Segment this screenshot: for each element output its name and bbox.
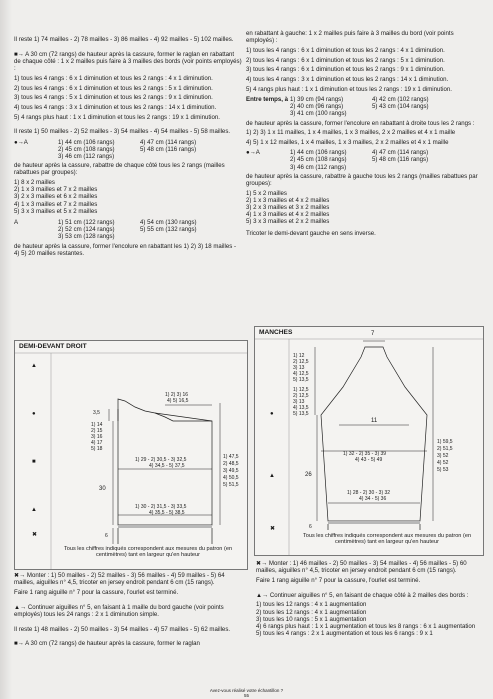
size-value: 1) 44 cm (106 rangs) — [58, 138, 115, 146]
paragraph: 4) 5) 1 x 12 mailles, 1 x 4 mailles, 1 x 3 mailles, 2 x 2 mailles et 4 x 1 maille — [246, 138, 449, 146]
footer-note: Avez-vous réalisé votre échantillon ? — [209, 688, 284, 693]
list-item: 5) 3 x 3 mailles et 5 x 2 mailles — [14, 207, 98, 215]
list-item: 1) 8 x 2 mailles — [14, 179, 55, 187]
dim-label: 3) 13 — [293, 399, 305, 405]
left-column — [14, 36, 242, 260]
dim-label: 5) 53 — [437, 467, 449, 473]
size-value: 4) 47 cm (114 rangs) — [140, 138, 197, 146]
list-item: 2) 1 x 3 mailles et 7 x 2 mailles — [14, 186, 98, 194]
size-value: 1) 51 cm (122 rangs) — [58, 219, 115, 227]
size-value: 3) 46 cm (112 rangs) — [290, 163, 347, 171]
paragraph: Faire 1 rang aiguille n° 7 pour la cassure, l'ourlet est terminé. — [14, 588, 179, 596]
hem-fold — [118, 525, 212, 528]
size-value: 5) 48 cm (116 rangs) — [372, 156, 429, 164]
dim-label: 2) 51,5 — [437, 446, 453, 452]
dim-label: 11 — [371, 418, 378, 424]
dim-label: 3) 52 — [437, 453, 449, 459]
list-item: 2) tous les 12 rangs : 4 x 1 augmentation — [256, 608, 367, 616]
triangle-marker-icon: ▲ — [31, 507, 37, 513]
dim-label: 3) 13 — [293, 365, 305, 371]
dim-label: 1) 32 - 2) 35 - 3) 39 — [343, 451, 387, 457]
dim-label: 1) 2) 3) 16 — [165, 392, 189, 398]
paragraph: ▲→ Continuer aiguilles n° 5, en faisant à 1 maille du bord gauche (voir points employés) tous les 24 rangs : 2 x 1 diminution simple. — [14, 603, 224, 618]
size-value: 4) 42 cm (102 rangs) — [372, 95, 429, 103]
cross-marker-icon: ✖ — [32, 532, 38, 538]
list-item: 2) 1 x 3 mailles et 4 x 2 mailles — [246, 196, 330, 204]
list-item: 1) tous les 12 rangs : 4 x 1 augmentation — [256, 601, 367, 609]
paragraph: en rabattant à gauche: 1 x 2 mailles puis faire à 3 mailles du bord (voir points employés) : — [246, 30, 454, 45]
paragraph: 5) 4 rangs plus haut : 1 x 1 diminution et tous les 2 rangs : 19 x 1 diminution. — [246, 85, 452, 93]
list-item: 4) 1 x 3 mailles et 4 x 2 mailles — [246, 211, 330, 219]
paragraph: ■→ A 30 cm (72 rangs) de hauteur après la cassure, former le raglan en rabattant de chaque côté : 1 x 2 mailles puis faire à 3 mailles des bords (voir points employés) : — [14, 50, 242, 73]
size-value: 5) 48 cm (116 rangs) — [140, 145, 197, 153]
size-value: 5) 55 cm (132 rangs) — [140, 226, 197, 234]
paragraph: 1) tous les 4 rangs : 6 x 1 diminution et tous les 2 rangs : 4 x 1 diminution. — [246, 46, 445, 54]
list-item: 1) 5 x 2 mailles — [246, 189, 287, 197]
dim-label: 3,5 — [93, 410, 100, 416]
dim-label: 3) 49,5 — [223, 468, 239, 474]
paragraph: de hauteur après la cassure, former l'encolure en rabattant les 1) 2) 3) 18 mailles - 4) 5) 20 mailles restantes. — [14, 242, 237, 257]
decrease-list — [14, 179, 242, 215]
size-value: 1) 44 cm (106 rangs) — [290, 149, 347, 157]
size-symbol: Entre temps, à — [246, 95, 288, 103]
triangle-marker-icon: ▲ — [31, 363, 37, 369]
size-table — [14, 139, 242, 161]
dim-label: 4) 34,5 - 5) 37,5 — [149, 463, 185, 469]
square-marker-icon: ■ — [32, 459, 36, 465]
size-value: 4) 54 cm (130 rangs) — [140, 219, 197, 227]
paragraph: 1) tous les 4 rangs : 6 x 1 diminution et tous les 2 rangs : 4 x 1 diminution. — [14, 74, 213, 82]
sleeve-diagram — [254, 326, 484, 556]
dim-label: 4) 17 — [91, 440, 103, 446]
page-number: 55 — [243, 693, 249, 698]
dim-label: 4) 5) 16,5 — [167, 398, 189, 404]
size-value: 2) 45 cm (108 rangs) — [58, 145, 115, 153]
size-table — [246, 96, 478, 118]
diagram-caption: Tous les chiffres indiqués correspondent aux mesures du patron (en centimètres) tant en largeur qu'en hauteur — [63, 546, 233, 559]
diagram-title: DEMI-DEVANT DROIT — [19, 343, 87, 350]
paragraph: 2) tous les 4 rangs : 6 x 1 diminution et tous les 2 rangs : 5 x 1 diminution. — [14, 84, 213, 92]
increase-list — [256, 601, 482, 637]
dim-label: 4) 34 - 5) 36 — [359, 496, 387, 502]
dim-label: 4) 50,5 — [223, 475, 239, 481]
paragraph: Il reste 1) 50 mailles - 2) 52 mailles - 3) 54 mailles - 4) 54 mailles - 5) 58 mailles. — [14, 128, 231, 136]
dim-label: 4) 35,5 - 5) 38,5 — [149, 510, 185, 516]
dim-label: 5) 18 — [91, 446, 103, 452]
paragraph: Il reste 1) 74 mailles - 2) 78 mailles - 3) 86 mailles - 4) 92 mailles - 5) 102 mailles. — [14, 36, 234, 43]
list-item: 3) 2 x 3 mailles et 3 x 2 mailles — [246, 204, 330, 212]
size-symbol: A — [14, 219, 19, 227]
dim-label: 4) 13,5 — [293, 405, 309, 411]
size-symbol: ●→A — [14, 138, 28, 146]
page-footer — [0, 688, 493, 698]
cross-marker-icon: ✖ — [270, 526, 276, 532]
size-value: 1) 39 cm (94 rangs) — [290, 95, 344, 103]
dim-label: 26 — [305, 472, 312, 478]
paragraph: 5) 4 rangs plus haut : 1 x 1 diminution et tous les 2 rangs : 19 x 1 diminution. — [14, 113, 220, 121]
dim-label: 1) 12,5 — [293, 387, 309, 393]
circle-marker-icon: ● — [32, 411, 36, 417]
paragraph: de hauteur après la cassure, rabattre de chaque côté tous les 2 rangs (mailles rabattues par groupes): — [14, 162, 225, 177]
circle-marker-icon: ● — [270, 411, 274, 417]
dim-label: 2) 12,5 — [293, 393, 309, 399]
paragraph: 3) tous les 4 rangs : 6 x 1 diminution et tous les 2 rangs : 9 x 1 diminution. — [246, 66, 445, 74]
dim-label: 4) 12,5 — [293, 371, 309, 377]
size-value: 2) 52 cm (124 rangs) — [58, 226, 115, 234]
size-value: 5) 43 cm (104 rangs) — [372, 103, 429, 111]
dim-label: 6 — [309, 524, 312, 530]
binding-margin — [0, 0, 12, 699]
size-value: 3) 41 cm (100 rangs) — [290, 110, 347, 118]
paragraph: ▲→ Continuer aiguilles n° 5, en faisant de chaque côté à 2 mailles des bords : — [256, 591, 469, 599]
dim-label: 5) 51,5 — [223, 482, 239, 488]
dim-label: 4) 52 — [437, 460, 449, 466]
dim-label: 1) 59,5 — [437, 439, 453, 445]
dim-label: 2) 48,5 — [223, 461, 239, 467]
paragraph: 2) tous les 4 rangs : 6 x 1 diminution et tous les 2 rangs : 5 x 1 diminution. — [246, 56, 445, 64]
paragraph: ■→ A 30 cm (72 rangs) de hauteur après la cassure, former le raglan — [14, 640, 200, 648]
dim-label: 1) 12 — [293, 353, 305, 359]
paragraph: 4) tous les 4 rangs : 3 x 1 diminution et tous les 2 rangs : 14 x 1 diminution. — [14, 103, 217, 111]
size-symbol: ●→A — [246, 149, 260, 157]
right-column-bottom — [256, 560, 482, 637]
dim-label: 5) 13,5 — [293, 411, 309, 417]
dim-label: 4) 43 - 5) 49 — [355, 457, 383, 463]
dim-label: 5) 13,5 — [293, 377, 309, 383]
left-column-bottom — [14, 572, 242, 650]
dim-label: 1) 14 — [91, 422, 103, 428]
list-item: 4) 6 rangs plus haut : 1 x 1 augmentation et tous les 8 rangs : 6 x 1 augmentation — [256, 622, 476, 630]
size-value: 3) 53 cm (128 rangs) — [58, 233, 115, 241]
dim-label: 3) 16 — [91, 434, 103, 440]
dim-label: 7 — [371, 331, 375, 337]
triangle-marker-icon: ▲ — [269, 473, 275, 479]
size-value: 4) 47 cm (114 rangs) — [372, 149, 429, 157]
right-column — [246, 30, 478, 239]
dim-label: 1) 30 - 2) 31,5 - 3) 33,5 — [135, 504, 187, 510]
decrease-list — [246, 190, 478, 226]
size-value: 3) 46 cm (112 rangs) — [58, 152, 115, 160]
diagram-title: MANCHES — [259, 329, 293, 336]
paragraph: ✖→ Monter : 1) 46 mailles - 2) 50 mailles - 3) 54 mailles - 4) 56 mailles - 5) 60 mailles, aiguilles n° 4,5, tricoter en jersey endroit pendant 6 cm (15 rangs). — [256, 560, 467, 575]
size-value: 2) 40 cm (96 rangs) — [290, 103, 344, 111]
list-item: 3) tous les 10 rangs : 5 x 1 augmentation — [256, 615, 367, 623]
front-panel-diagram — [14, 340, 248, 570]
list-item: 4) 1 x 3 mailles et 7 x 2 mailles — [14, 200, 98, 208]
paragraph: Il reste 1) 48 mailles - 2) 50 mailles - 3) 54 mailles - 4) 57 mailles - 5) 62 mailles. — [14, 625, 231, 633]
size-table — [246, 149, 478, 171]
size-value: 2) 45 cm (108 rangs) — [290, 156, 347, 164]
diagram-caption: Tous les chiffres indiqués correspondent aux mesures du patron (en centimètres) tant en largeur qu'en hauteur — [302, 533, 472, 546]
dim-label: 2) 12,5 — [293, 359, 309, 365]
dim-label: 6 — [105, 533, 108, 539]
list-item: 5) 3 x 3 mailles et 2 x 2 mailles — [246, 218, 330, 226]
paragraph: ✖→ Monter : 1) 50 mailles - 2) 52 mailles - 3) 56 mailles - 4) 59 mailles - 5) 64 mailles, aiguilles n° 4,5, tricoter en jersey endroit pendant 6 cm (15 rangs). — [14, 572, 225, 587]
paragraph: 3) tous les 4 rangs : 5 x 1 diminution et tous les 2 rangs : 9 x 1 diminution. — [14, 94, 213, 102]
paragraph: de hauteur après la cassure, rabattre à gauche tous les 2 rangs (mailles rabattues par groupes): — [246, 172, 478, 187]
dim-label: 1) 47,5 — [223, 454, 239, 460]
paragraph: Tricoter le demi-devant gauche en sens inverse. — [246, 229, 376, 237]
paragraph: Faire 1 rang aiguille n° 7 pour la cassure, l'ourlet est terminé. — [256, 576, 421, 584]
paragraph: 1) 2) 3) 1 x 11 mailles, 1 x 4 mailles, 1 x 3 mailles, 2 x 2 mailles et 4 x 1 maille — [246, 129, 456, 137]
dim-label: 1) 28 - 2) 30 - 3) 32 — [347, 490, 391, 496]
dim-label: 1) 29 - 2) 30,5 - 3) 32,5 — [135, 457, 187, 463]
hem-fold — [328, 521, 420, 524]
front-panel-drawing — [15, 341, 247, 569]
list-item: 3) 2 x 3 mailles et 6 x 2 mailles — [14, 193, 98, 201]
dim-label: 30 — [99, 486, 106, 492]
list-item: 5) tous les 4 rangs : 2 x 1 augmentation et tous les 6 rangs : 9 x 1 — [256, 630, 433, 638]
paragraph: 4) tous les 4 rangs : 3 x 1 diminution et tous les 2 rangs : 14 x 1 diminution. — [246, 76, 449, 84]
dim-label: 2) 15 — [91, 428, 103, 434]
size-table — [14, 219, 242, 241]
paragraph: de hauteur après la cassure, former l'encolure en rabattant à droite tous les 2 rangs : — [246, 119, 475, 127]
